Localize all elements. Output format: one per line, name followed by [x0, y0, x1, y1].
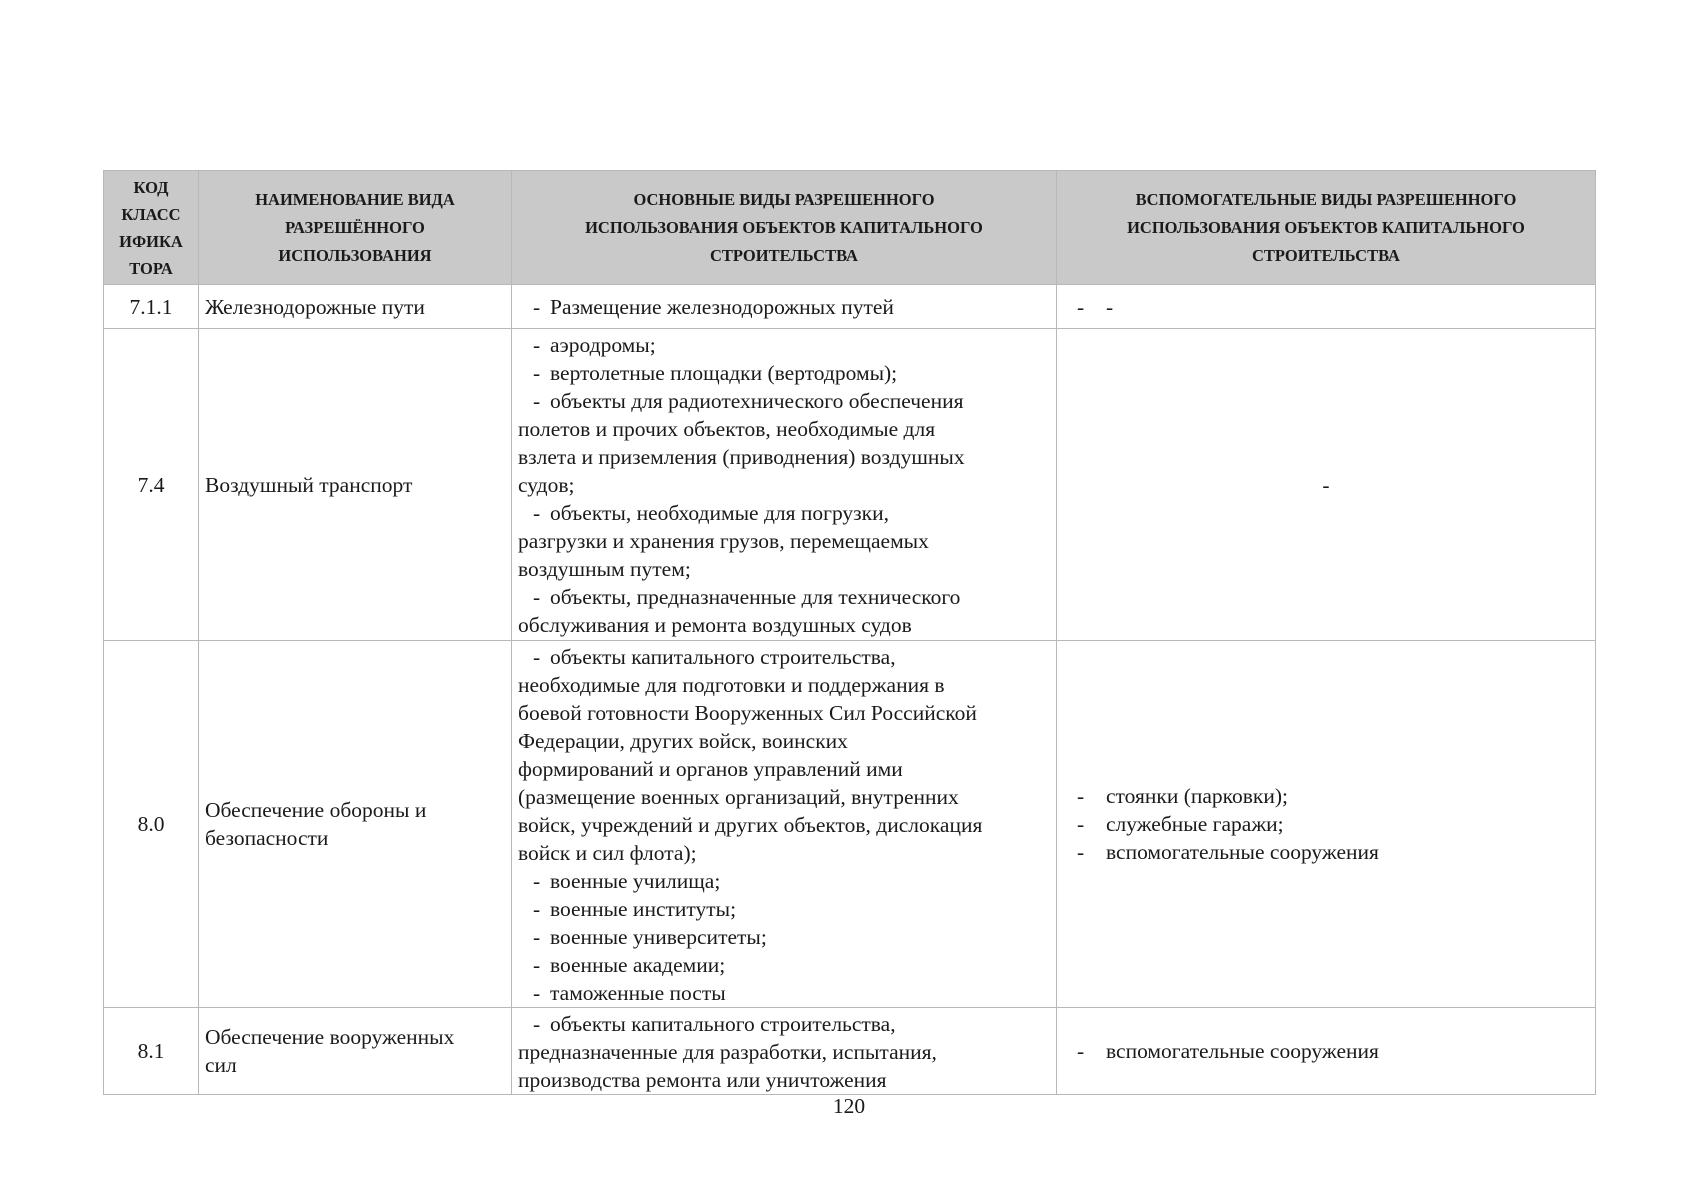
page-number: 120: [832, 1094, 866, 1118]
row-main-uses: [512, 641, 1057, 1008]
row-main-uses: [512, 329, 1057, 641]
bullet-dash: -: [533, 585, 541, 609]
list-item-continuation: формирований и органов управлений ими: [518, 757, 903, 781]
bullet-dash: -: [1077, 812, 1085, 836]
header-code-line: ТОРА: [129, 258, 173, 278]
bullet-dash: -: [533, 1012, 541, 1036]
list-item-text: объекты, предназначенные для технического: [550, 585, 961, 609]
row-name-line: сил: [205, 1053, 237, 1077]
row-name-line: безопасности: [205, 826, 329, 850]
list-item: [1077, 810, 1589, 838]
header-code-line: КЛАСС: [121, 204, 181, 224]
list-item-continuation: необходимые для подготовки и поддержания в: [518, 673, 945, 697]
list-item-continuation: воздушным путем;: [518, 557, 691, 581]
list-item: [518, 895, 1050, 923]
list-item-text: аэродромы;: [550, 333, 656, 357]
list-item: [518, 583, 1050, 611]
bullet-dash: -: [1077, 1039, 1085, 1063]
list-item: [518, 293, 1050, 321]
list-item-continuation: судов;: [518, 473, 575, 497]
header-main-line: ОСНОВНЫЕ ВИДЫ РАЗРЕШЕННОГО: [633, 189, 935, 209]
bullet-dash: -: [533, 981, 541, 1005]
list-item: [518, 387, 1050, 415]
bullet-dash: -: [533, 389, 541, 413]
list-item-text: военные институты;: [550, 897, 737, 921]
row-name-line: Железнодорожные пути: [205, 294, 425, 319]
list-item-text: таможенные посты: [550, 981, 726, 1005]
row-name: [199, 1008, 512, 1095]
row-name-line: Воздушный транспорт: [205, 472, 413, 497]
list-item-continuation: взлета и приземления (приводнения) воздушных: [518, 445, 965, 469]
bullet-dash: -: [533, 869, 541, 893]
header-code: [104, 171, 199, 285]
row-code: 8.0: [104, 641, 199, 1008]
header-aux-line: СТРОИТЕЛЬСТВА: [1252, 245, 1400, 265]
list-item-continuation: обслуживания и ремонта воздушных судов: [518, 613, 912, 637]
header-aux-line: ВСПОМОГАТЕЛЬНЫЕ ВИДЫ РАЗРЕШЕННОГО: [1135, 189, 1517, 209]
list-item-continuation: войск, учреждений и других объектов, дислокация: [518, 813, 983, 837]
row-code: 8.1: [104, 1008, 199, 1095]
row-name-line: Обеспечение вооруженных: [205, 1025, 455, 1049]
table-row: [104, 329, 1596, 641]
row-aux-uses: [1057, 641, 1596, 1008]
header-main-line: ИСПОЛЬЗОВАНИЯ ОБЪЕКТОВ КАПИТАЛЬНОГО: [585, 217, 983, 237]
table-body: [104, 285, 1596, 1095]
header-aux: [1057, 171, 1596, 285]
header-name-line: НАИМЕНОВАНИЕ ВИДА: [255, 189, 455, 209]
list-item: [1077, 293, 1589, 321]
bullet-dash: -: [533, 953, 541, 977]
bullet-dash: -: [533, 925, 541, 949]
row-code: 7.4: [104, 329, 199, 641]
list-item: [518, 979, 1050, 1007]
bullet-dash: -: [533, 645, 541, 669]
bullet-dash: -: [533, 501, 541, 525]
list-item-text: стоянки (парковки);: [1106, 784, 1289, 808]
list-item-text: вспомогательные сооружения: [1106, 1039, 1379, 1063]
header-main: [512, 171, 1057, 285]
list-item: [518, 1010, 1050, 1038]
table-row: [104, 641, 1596, 1008]
land-use-table: [103, 170, 1596, 1095]
list-item-continuation: полетов и прочих объектов, необходимые для: [518, 417, 936, 441]
list-item: [518, 643, 1050, 671]
list-item: [518, 499, 1050, 527]
header-aux-line: ИСПОЛЬЗОВАНИЯ ОБЪЕКТОВ КАПИТАЛЬНОГО: [1127, 217, 1525, 237]
list-item-continuation: производства ремонта или уничтожения: [518, 1068, 887, 1092]
table-row: [104, 285, 1596, 329]
list-item-text: объекты, необходимые для погрузки,: [550, 501, 890, 525]
header-name: [199, 171, 512, 285]
list-item: [1077, 782, 1589, 810]
header-main-line: СТРОИТЕЛЬСТВА: [710, 245, 858, 265]
list-item: [518, 867, 1050, 895]
row-aux-uses: [1057, 285, 1596, 329]
list-item-text: -: [1106, 294, 1114, 319]
list-item-text: объекты для радиотехнического обеспечения: [550, 389, 964, 413]
row-name: [199, 329, 512, 641]
list-item-text: служебные гаражи;: [1106, 812, 1284, 836]
table-header: [104, 171, 1596, 285]
row-name-line: Обеспечение обороны и: [205, 798, 427, 822]
list-item-text: военные университеты;: [550, 925, 767, 949]
list-item-continuation: боевой готовности Вооруженных Сил Российской: [518, 701, 977, 725]
row-name: [199, 285, 512, 329]
bullet-dash: -: [1077, 784, 1085, 808]
list-item: [518, 951, 1050, 979]
list-item-text: Размещение железнодорожных путей: [550, 294, 894, 319]
bullet-dash: -: [533, 333, 541, 357]
list-item: [1077, 838, 1589, 866]
list-item: [518, 923, 1050, 951]
list-item-continuation: (размещение военных организаций, внутренних: [518, 785, 959, 809]
header-code-line: КОД: [133, 177, 169, 197]
list-item-continuation: предназначенные для разработки, испытания,: [518, 1040, 937, 1064]
row-code: 7.1.1: [104, 285, 199, 329]
list-item-text: вертолетные площадки (вертодромы);: [550, 361, 898, 385]
row-aux-uses: -: [1057, 329, 1596, 641]
bullet-dash: -: [533, 294, 541, 319]
bullet-dash: -: [1077, 840, 1085, 864]
table-row: [104, 1008, 1596, 1095]
row-name: [199, 641, 512, 1008]
bullet-dash: -: [533, 361, 541, 385]
list-item-text: объекты капитального строительства,: [550, 1012, 896, 1036]
list-item-continuation: войск и сил флота);: [518, 841, 697, 865]
row-main-uses: [512, 1008, 1057, 1095]
list-item-text: вспомогательные сооружения: [1106, 840, 1379, 864]
list-item-text: военные училища;: [550, 869, 721, 893]
list-item: [518, 331, 1050, 359]
row-main-uses: [512, 285, 1057, 329]
list-item: [518, 359, 1050, 387]
list-item-continuation: Федерации, других войск, воинских: [518, 729, 848, 753]
row-aux-uses: [1057, 1008, 1596, 1095]
list-item: [1077, 1037, 1589, 1065]
header-row: [104, 171, 1596, 285]
bullet-dash: -: [1077, 294, 1085, 319]
list-item-text: военные академии;: [550, 953, 726, 977]
header-code-line: ИФИКА: [119, 231, 183, 251]
header-name-line: РАЗРЕШЁННОГО: [285, 217, 425, 237]
list-item-text: объекты капитального строительства,: [550, 645, 896, 669]
list-item-continuation: разгрузки и хранения грузов, перемещаемых: [518, 529, 929, 553]
header-name-line: ИСПОЛЬЗОВАНИЯ: [278, 245, 432, 265]
bullet-dash: -: [533, 897, 541, 921]
